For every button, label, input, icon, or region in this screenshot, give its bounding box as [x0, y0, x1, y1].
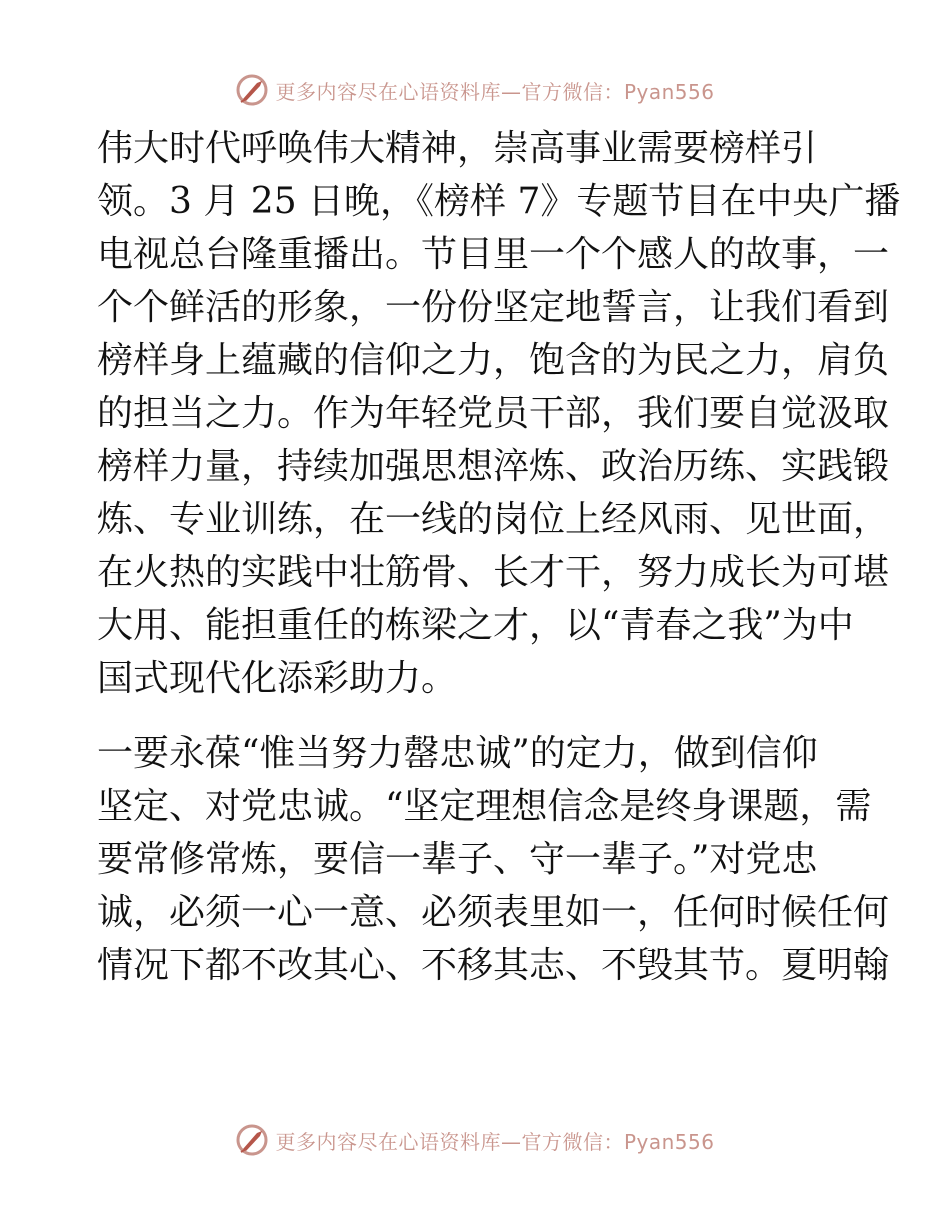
text-line: 的担当之力。作为年轻党员干部，我们要自觉汲取	[97, 393, 890, 434]
paragraph-2	[97, 727, 890, 992]
watermark-banner-top	[0, 70, 950, 110]
text-line: 诚，必须一心一意、必须表里如一，任何时候任何	[97, 892, 890, 933]
watermark-banner-bottom	[0, 1120, 950, 1160]
quill-logo-icon	[235, 1123, 269, 1157]
text-line: 炼、专业训练，在一线的岗位上经风雨、见世面，	[97, 499, 890, 540]
quill-logo-icon	[235, 73, 269, 107]
text-line: 一要永葆“惟当努力罄忠诚”的定力，做到信仰	[97, 733, 818, 774]
watermark-group	[235, 73, 714, 107]
watermark-text: 更多内容尽在心语资料库—官方微信：Pyan556	[275, 79, 715, 104]
text-line: 电视总台隆重播出。节目里一个个感人的故事，一	[97, 234, 890, 275]
text-line: 领。3 月 25 日晚，《榜样 7》专题节目在中央广播	[97, 181, 901, 222]
text-line: 伟大时代呼唤伟大精神，崇高事业需要榜样引	[97, 128, 818, 169]
watermark-group	[235, 1123, 714, 1157]
text-line: 在火热的实践中壮筋骨、长才干，努力成长为可堪	[97, 552, 890, 593]
text-line: 要常修常炼，要信一辈子、守一辈子。”对党忠	[97, 839, 818, 880]
text-line: 榜样力量，持续加强思想淬炼、政治历练、实践锻	[97, 446, 890, 487]
watermark-text: 更多内容尽在心语资料库—官方微信：Pyan556	[275, 1129, 715, 1154]
document-body	[97, 122, 901, 992]
text-line: 榜样身上蕴藏的信仰之力，饱含的为民之力，肩负	[97, 340, 890, 381]
text-line: 坚定、对党忠诚。“坚定理想信念是终身课题，需	[97, 786, 872, 827]
paragraph-1	[97, 122, 901, 705]
text-line: 国式现代化添彩助力。	[97, 658, 458, 699]
text-line: 个个鲜活的形象，一份份坚定地誓言，让我们看到	[97, 287, 890, 328]
text-line: 大用、能担重任的栋梁之才，以“青春之我”为中	[97, 605, 854, 646]
text-line: 情况下都不改其心、不移其志、不毁其节。夏明翰	[97, 945, 890, 986]
